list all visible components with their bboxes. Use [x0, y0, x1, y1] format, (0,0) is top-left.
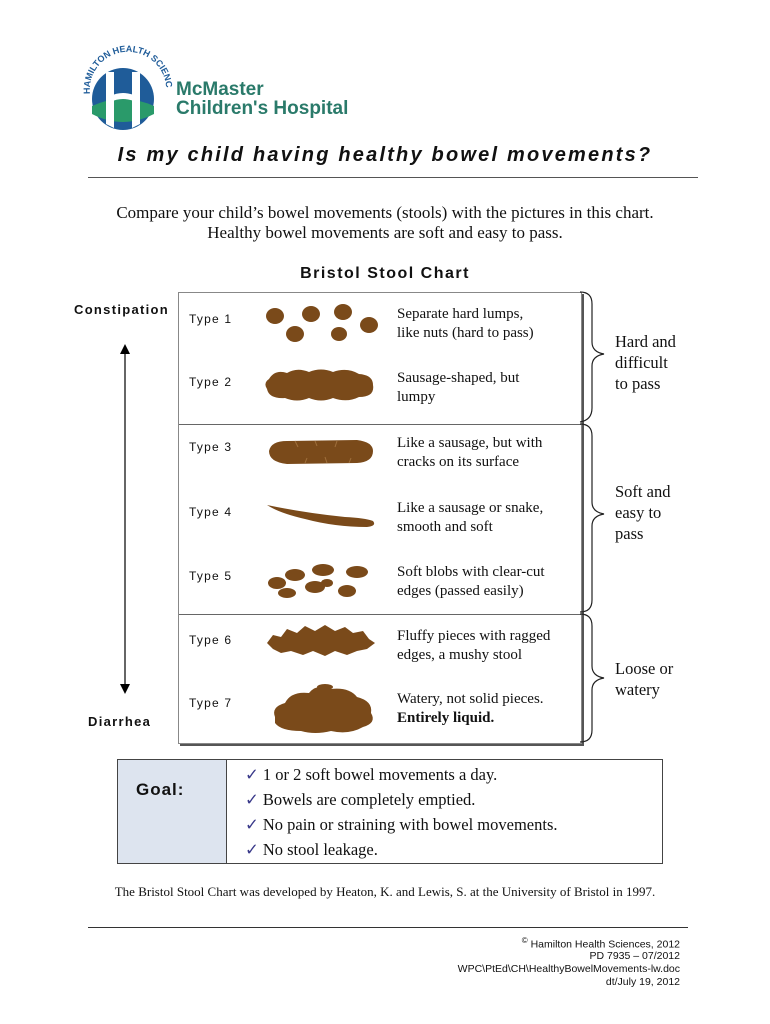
axis-label-diarrhea: Diarrhea [88, 714, 152, 729]
intro-line-2: Healthy bowel movements are soft and easy to pass. [207, 223, 563, 242]
chart-credit: The Bristol Stool Chart was developed by Heaton, K. and Lewis, S. at the University of Bristol in 1997. [114, 884, 656, 899]
type-1-stool-image [261, 301, 383, 347]
type-5-stool-image [265, 561, 381, 605]
axis-label-constipation: Constipation [74, 302, 170, 317]
page-title: Is my child having healthy bowel movements? [117, 144, 653, 166]
goal-box [117, 759, 663, 864]
type-5-label: Type 5 [189, 569, 233, 583]
logo-name-line1: McMaster [176, 79, 264, 100]
copyright-mark: © [521, 936, 528, 945]
vertical-double-arrow [116, 344, 134, 694]
type-3-label: Type 3 [189, 440, 233, 454]
type-4-label: Type 4 [189, 505, 233, 519]
type-7-description: Watery, not solid pieces. Entirely liquid. [397, 691, 544, 726]
type-1-description: Separate hard lumps, like nuts (hard to pass) [397, 306, 534, 341]
type-4-stool-image [265, 499, 377, 531]
hospital-logo-mark [78, 44, 176, 134]
goal-label: Goal: [136, 780, 185, 799]
chart-title: Bristol Stool Chart [300, 265, 470, 282]
footer-copyright: © Hamilton Health Sciences, 2012 [521, 936, 680, 951]
footer-file: WPC\PtEd\CH\HealthyBowelMovements-lw.doc [457, 963, 680, 975]
type-7-stool-image [265, 681, 381, 737]
type-6-description: Fluffy pieces with ragged edges, a mushy stool [397, 628, 551, 663]
group-label-loose: Loose or watery [615, 659, 674, 699]
checkmark-icon: ✓ [245, 765, 259, 784]
type-6-label: Type 6 [189, 633, 233, 647]
intro-line-1: Compare your child’s bowel movements (stools) with the pictures in this chart. [116, 203, 654, 222]
type-3-description: Like a sausage, but with cracks on its surface [397, 435, 543, 470]
type-3-stool-image [265, 435, 377, 469]
group-braces [578, 290, 612, 744]
checkmark-icon: ✓ [245, 840, 259, 859]
title-divider [88, 177, 698, 178]
goal-label-cell [118, 760, 227, 863]
goal-item: ✓ No pain or straining with bowel movements. [245, 815, 558, 834]
footer-date: dt/July 19, 2012 [605, 976, 680, 988]
type-7-label: Type 7 [189, 696, 233, 710]
group-label-hard: Hard and difficult to pass [615, 332, 676, 393]
type-4-description: Like a sausage or snake, smooth and soft [397, 500, 544, 535]
group-separator [179, 424, 581, 425]
footer-divider [88, 927, 688, 928]
type-5-description: Soft blobs with clear-cut edges (passed easily) [397, 564, 545, 599]
logo-name-line2: Children's Hospital [176, 98, 349, 119]
goal-item: ✓ No stool leakage. [245, 840, 378, 859]
type-2-stool-image [261, 365, 379, 405]
checkmark-icon: ✓ [245, 790, 259, 809]
type-6-stool-image [263, 621, 379, 661]
goal-item: ✓ 1 or 2 soft bowel movements a day. [245, 765, 498, 784]
group-separator [179, 614, 581, 615]
type-2-description: Sausage-shaped, but lumpy [397, 370, 520, 405]
bristol-chart-table [178, 292, 582, 744]
footer-pd: PD 7935 – 07/2012 [589, 950, 680, 962]
logo-arc-text: HAMILTON HEALTH SCIENC [81, 44, 175, 95]
hospital-logo [78, 44, 368, 134]
type-1-label: Type 1 [189, 312, 233, 326]
checkmark-icon: ✓ [245, 815, 259, 834]
goal-item: ✓ Bowels are completely emptied. [245, 790, 476, 809]
type-2-label: Type 2 [189, 375, 233, 389]
group-label-soft: Soft and easy to pass [615, 482, 671, 543]
